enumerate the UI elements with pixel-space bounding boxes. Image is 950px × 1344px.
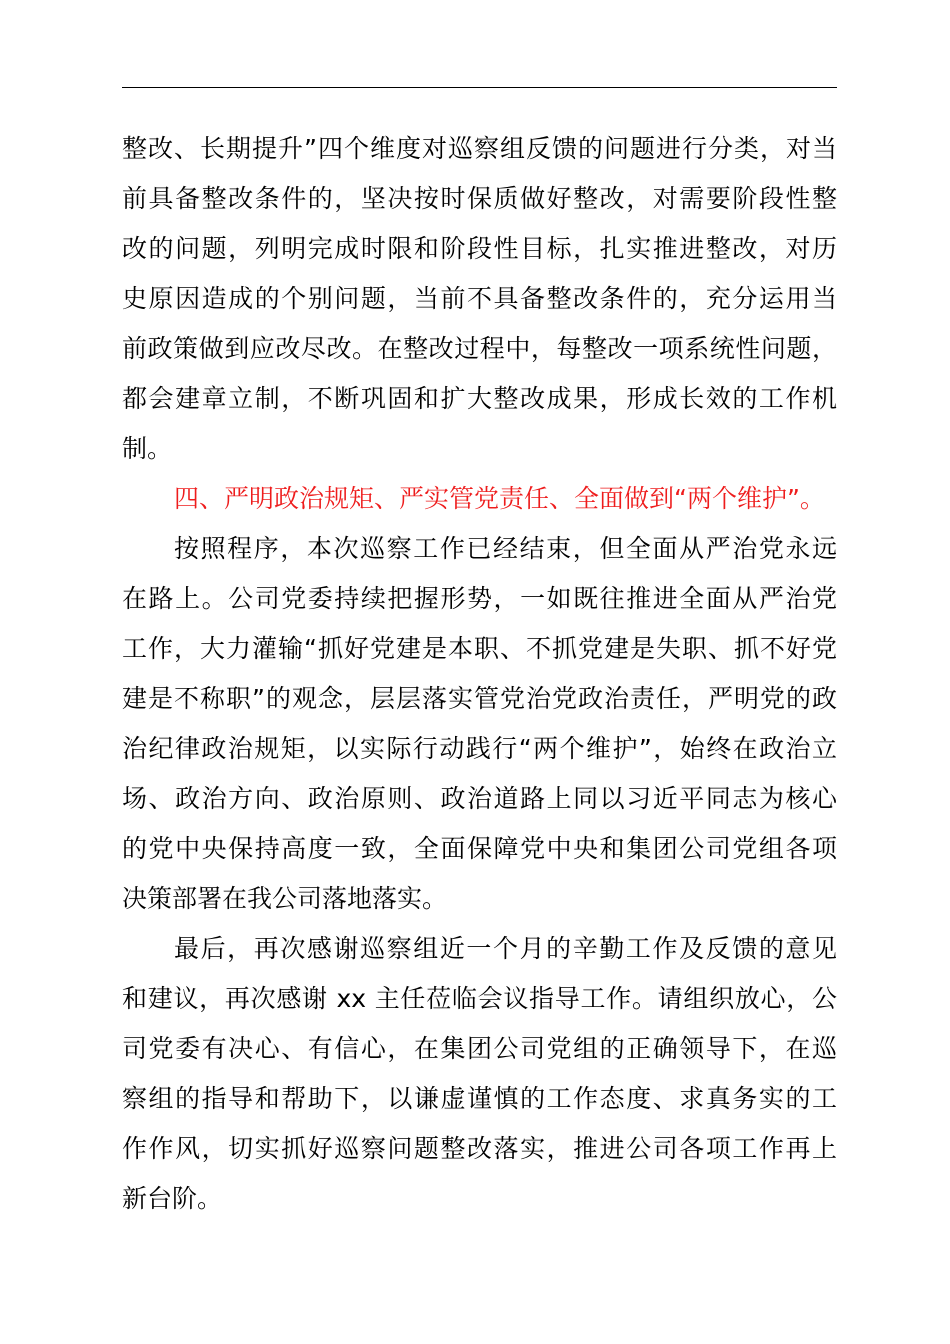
section-heading: 四、严明政治规矩、严实管党责任、全面做到“两个维护”。 — [174, 484, 825, 513]
paragraph-line: 制。 — [122, 434, 173, 463]
paragraph-line: 按照程序，本次巡察工作已经结束，但全面从严治党永远 — [174, 534, 837, 563]
paragraph-line: 司党委有决心、有信心，在集团公司党组的正确领导下，在巡 — [122, 1034, 837, 1063]
paragraph-line: 前政策做到应改尽改。在整改过程中，每整改一项系统性问题， — [122, 334, 837, 363]
paragraph-line: 在路上。公司党委持续把握形势，一如既往推进全面从严治党 — [122, 584, 837, 613]
paragraph-line: 决策部署在我公司落地落实。 — [122, 884, 448, 913]
paragraph-line: 新台阶。 — [122, 1184, 223, 1213]
paragraph-line: 治纪律政治规矩，以实际行动践行“两个维护”，始终在政治立 — [122, 734, 837, 763]
paragraph-3 — [122, 924, 837, 1224]
paragraph-line: 史原因造成的个别问题，当前不具备整改条件的，充分运用当 — [122, 284, 837, 313]
paragraph-line: 整改、长期提升”四个维度对巡察组反馈的问题进行分类，对当 — [122, 134, 837, 163]
paragraph-2 — [122, 524, 837, 924]
paragraph-line: 工作，大力灌输“抓好党建是本职、不抓党建是失职、抓不好党 — [122, 634, 837, 663]
paragraph-line: 改的问题，列明完成时限和阶段性目标，扎实推进整改，对历 — [122, 234, 837, 263]
paragraph-line: 的党中央保持高度一致，全面保障党中央和集团公司党组各项 — [122, 834, 837, 863]
paragraph-line: 和建议，再次感谢 xx 主任莅临会议指导工作。请组织放心，公 — [122, 984, 837, 1013]
paragraph-line: 建是不称职”的观念，层层落实管党治党政治责任，严明党的政 — [122, 684, 837, 713]
header-rule — [122, 87, 837, 88]
paragraph-line: 察组的指导和帮助下，以谦虚谨慎的工作态度、求真务实的工 — [122, 1084, 837, 1113]
paragraph-line: 前具备整改条件的，坚决按时保质做好整改，对需要阶段性整 — [122, 184, 837, 213]
paragraph-line: 都会建章立制，不断巩固和扩大整改成果，形成长效的工作机 — [122, 384, 837, 413]
paragraph-line: 最后，再次感谢巡察组近一个月的辛勤工作及反馈的意见 — [174, 934, 837, 963]
document-body — [122, 124, 837, 1224]
paragraph-line: 作作风，切实抓好巡察问题整改落实，推进公司各项工作再上 — [122, 1134, 837, 1163]
continuation-paragraph — [122, 124, 837, 474]
paragraph-line: 场、政治方向、政治原则、政治道路上同以习近平同志为核心 — [122, 784, 837, 813]
